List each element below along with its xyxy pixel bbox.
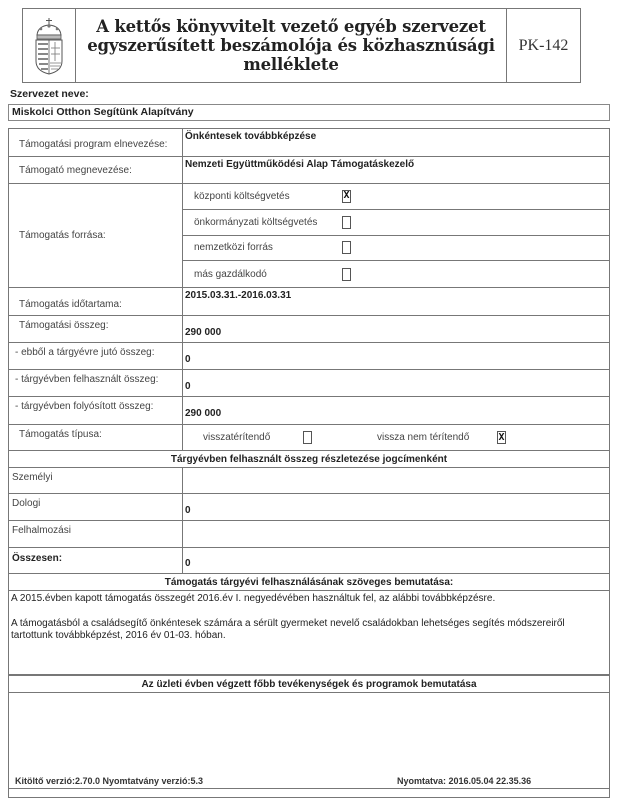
form-title-line-1: A kettős könyvvitelt vezető egyéb szervezet (96, 17, 486, 36)
activities-title: Az üzleti évben végzett főbb tevékenységek és programok bemutatása (9, 675, 609, 693)
usage-description-field[interactable] (9, 591, 609, 674)
duration-field[interactable]: 2015.03.31.-2016.03.31 (185, 290, 292, 301)
grant-source-options (183, 184, 609, 287)
program-name-label: Támogatási program elnevezése: (9, 129, 183, 156)
source-checkbox-central-budget[interactable]: X (343, 190, 350, 202)
usage-description-title: Támogatás tárgyévi felhasználásának szöveges bemutatása: (9, 574, 609, 591)
grantor-name-row (9, 157, 609, 184)
grant-table (8, 128, 610, 798)
grant-source-label: Támogatás forrása: (9, 184, 183, 287)
hungarian-coat-of-arms-icon (32, 17, 66, 75)
breakdown-value-material[interactable]: 0 (185, 504, 191, 516)
organization-label: Szervezet neve: (10, 88, 89, 100)
activities-field[interactable] (9, 693, 609, 789)
breakdown-value-personnel[interactable] (183, 468, 609, 493)
usage-description-paragraph-1: A 2015.évben kapott támogatás összegét 2016.év I. negyedévében használtuk fel, az alábbi továbbképzésre. (11, 593, 496, 604)
source-option-central-budget (183, 184, 609, 210)
source-option-municipal-budget (183, 210, 609, 236)
breakdown-row-material (9, 494, 609, 521)
current-year-share-label: - ebből a tárgyévre jutó összeg: (9, 343, 183, 369)
breakdown-value-capital[interactable] (183, 521, 609, 547)
usage-description-paragraph-2: A támogatásból a családsegítő önkéntesek számára a sérült gyermeket nevelő családokban lehetséges segítés módszereiről tartottunk továbbképzést, 2016 év 01-03. hóban. (11, 617, 565, 641)
used-this-year-row (9, 370, 609, 397)
type-checkbox-refundable[interactable] (303, 431, 312, 444)
type-option-refundable-label: visszatérítendő (203, 432, 271, 443)
type-option-non-refundable-label: vissza nem térítendő (377, 432, 470, 443)
amount-row (9, 316, 609, 343)
grantor-name-label: Támogató megnevezése: (9, 157, 183, 183)
coat-of-arms-cell (23, 9, 76, 82)
grant-type-options (183, 425, 609, 450)
source-checkbox-municipal-budget[interactable] (342, 216, 351, 229)
activities-spacer (9, 789, 609, 797)
program-name-row (9, 129, 609, 157)
current-year-share-row (9, 343, 609, 370)
form-title (76, 9, 507, 82)
breakdown-label-material: Dologi (9, 494, 183, 520)
breakdown-row-capital (9, 521, 609, 548)
source-checkbox-international[interactable] (342, 241, 351, 254)
disbursed-this-year-field[interactable]: 290 000 (185, 408, 222, 419)
breakdown-label-total: Összesen: (9, 548, 183, 573)
breakdown-title: Tárgyévben felhasznált összeg részletezése jogcímenként (170, 454, 448, 465)
breakdown-label-capital: Felhalmozási (9, 521, 183, 547)
source-option-label: központi költségvetés (194, 190, 290, 202)
source-option-label: más gazdálkodó (194, 268, 267, 280)
source-option-other-entity (183, 261, 609, 287)
source-option-label: nemzetközi forrás (194, 242, 273, 254)
form-code: PK-142 (518, 36, 569, 54)
amount-label: Támogatási összeg: (9, 316, 183, 342)
breakdown-row-total (9, 548, 609, 574)
breakdown-label-personnel: Személyi (9, 468, 183, 493)
usage-description-section (9, 574, 609, 675)
duration-label: Támogatás időtartama: (9, 288, 183, 315)
current-year-share-field[interactable]: 0 (185, 353, 191, 365)
disbursed-this-year-label: - tárgyévben folyósított összeg: (9, 397, 183, 424)
source-checkbox-other-entity[interactable] (342, 268, 351, 281)
print-timestamp: Nyomtatva: 2016.05.04 22.35.36 (397, 776, 532, 786)
grant-source-row (9, 184, 609, 288)
used-this-year-field[interactable]: 0 (185, 380, 191, 392)
grant-type-label: Támogatás típusa: (9, 425, 183, 450)
organization-name-field[interactable]: Miskolci Otthon Segítünk Alapítvány (8, 104, 610, 121)
duration-row (9, 288, 609, 316)
source-option-international (183, 236, 609, 262)
grant-type-row (9, 425, 609, 451)
form-title-line-2: egyszerűsített beszámolója és közhasznúsági melléklete (87, 36, 495, 74)
amount-field[interactable]: 290 000 (185, 326, 222, 338)
grantor-name-field[interactable]: Nemzeti Együttműködési Alap Támogatáskezelő (185, 159, 415, 170)
disbursed-this-year-row (9, 397, 609, 425)
breakdown-row-personnel (9, 468, 609, 494)
source-option-label: önkormányzati költségvetés (194, 216, 318, 228)
used-this-year-label: - tárgyévben felhasznált összeg: (9, 370, 183, 396)
type-checkbox-non-refundable[interactable]: X (498, 431, 505, 443)
program-name-field[interactable]: Önkéntesek továbbképzése (185, 131, 317, 142)
breakdown-value-total[interactable]: 0 (185, 558, 191, 569)
form-header (22, 8, 581, 83)
breakdown-header-row (9, 451, 609, 468)
version-info: Kitöltő verzió:2.70.0 Nyomtatvány verzió:5.3 (15, 776, 204, 786)
